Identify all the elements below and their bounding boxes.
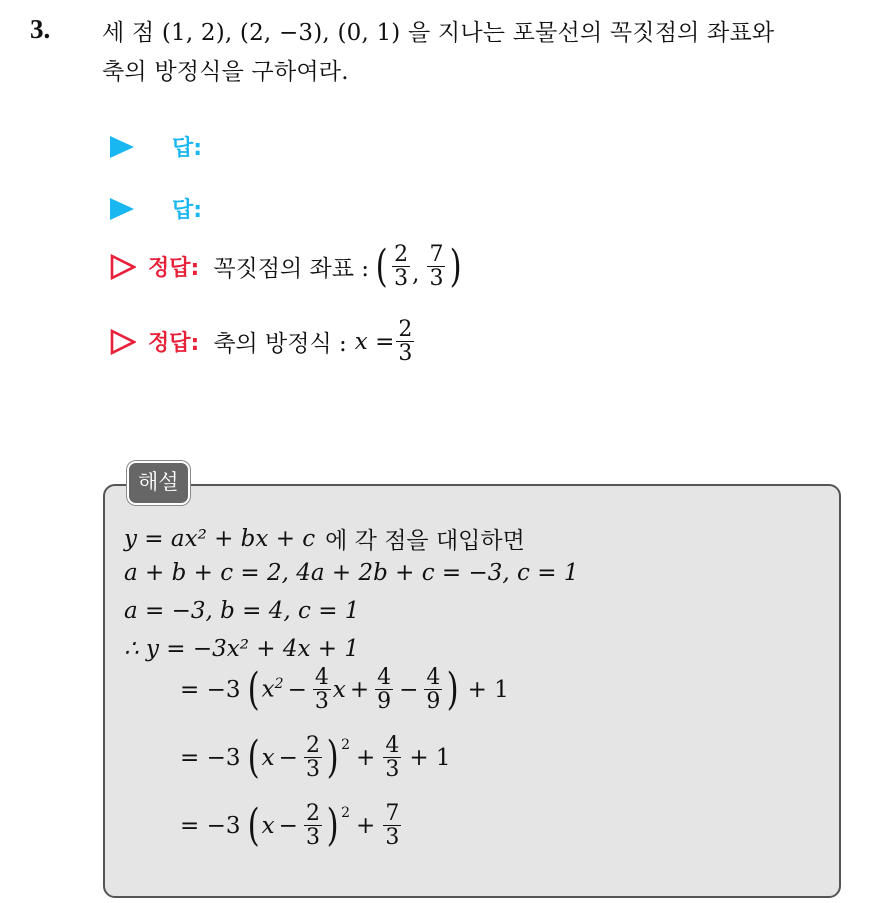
axis-label: 축의 방정식 : xyxy=(213,331,347,358)
solution-line-2: a + b + c = 2, 4a + 2b + c = −3, c = 1 xyxy=(124,560,579,586)
question-line-1: 세 점 (1, 2), (2, −3), (0, 1) 을 지나는 포물선의 꼭짓점의 좌표와 xyxy=(102,20,775,46)
answer-row-2 xyxy=(110,193,202,224)
vertex-y-fraction: $\frac{7}{3}$ xyxy=(429,242,444,292)
triangle-right-icon xyxy=(110,198,134,220)
triangle-right-icon xyxy=(110,136,134,158)
correct-label: 정답: xyxy=(148,331,200,357)
solution-line-7: = −3 ( x − $\frac{2}{3}$ ) 2 + $\frac{7}{3}$ xyxy=(180,799,400,851)
question-line-2: 축의 방정식을 구하여라. xyxy=(102,59,349,85)
triangle-outline-icon xyxy=(110,329,136,355)
solution-line-1: y = ax² + bx + c 에 각 점을 대입하면 xyxy=(124,525,525,554)
answer-row-1 xyxy=(110,131,202,162)
correct-label: 정답: xyxy=(148,256,200,282)
triangle-outline-icon xyxy=(110,254,136,280)
answer-label: 답: xyxy=(172,136,203,161)
question-number: 3. xyxy=(30,14,51,44)
solution-tab: 해설 xyxy=(127,461,190,505)
axis-equation-lhs: x = xyxy=(354,328,395,355)
solution-line-4: ∴ y = −3x² + 4x + 1 xyxy=(124,636,359,662)
correct-answer-axis xyxy=(110,318,416,365)
question-text xyxy=(102,14,872,92)
left-paren: ( xyxy=(375,240,388,292)
solution-line-3: a = −3, b = 4, c = 1 xyxy=(124,598,360,624)
solution-line-5: = −3 ( $x^2$ − $\frac{4}{3}$ x + $\frac{4}{9}$ − $\frac{4}{9}$ ) + 1 xyxy=(180,663,509,715)
answer-label: 답: xyxy=(172,198,203,223)
solution-line-6: = −3 ( x − $\frac{2}{3}$ ) 2 + $\frac{4}{3}$ + 1 xyxy=(180,731,451,783)
vertex-x-fraction: $\frac{2}{3}$ xyxy=(394,242,409,292)
correct-answer-vertex: 정답: 꼭짓점의 좌표 : ( $\frac{2}{3}$ , $\frac{7}{3}$ ) xyxy=(110,243,465,290)
right-paren: ) xyxy=(450,240,463,292)
vertex-label: 꼭짓점의 좌표 : xyxy=(213,256,369,283)
axis-fraction: $\frac{2}{3}$ xyxy=(398,317,413,367)
